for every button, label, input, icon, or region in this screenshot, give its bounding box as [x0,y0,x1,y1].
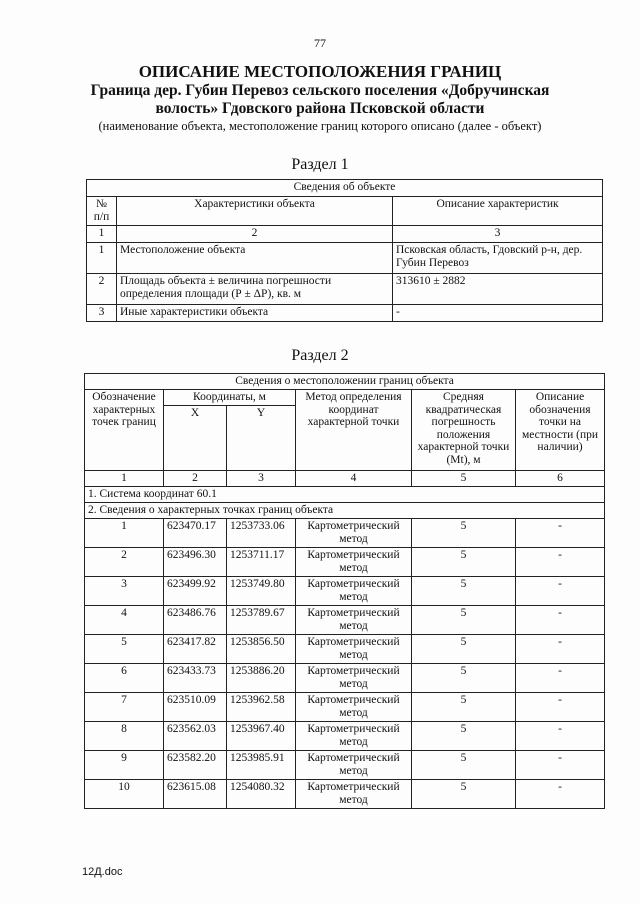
point-method: Картометрический метод [296,664,412,693]
point-number: 10 [85,780,164,809]
header-description: Описание характеристик [393,197,603,226]
point-method: Картометрический метод [296,548,412,577]
point-description: - [516,577,605,606]
header-coordinates: Координаты, м [164,390,296,406]
col-number: 1 [87,226,117,243]
table-row [85,548,605,577]
row-characteristic: Местоположение объекта [117,243,393,274]
table-row [87,305,603,322]
col-number: 4 [296,471,412,487]
coordinate-x: 623486.76 [164,606,227,635]
coordinate-y: 1253789.67 [227,606,296,635]
point-error: 5 [412,751,516,780]
row-characteristic: Иные характеристики объекта [117,305,393,322]
table-row [85,577,605,606]
point-error: 5 [412,606,516,635]
point-method: Картометрический метод [296,722,412,751]
document-subtitle-line2: волость» Гдовского района Псковской области [155,100,485,117]
section1-title: Раздел 1 [291,156,349,173]
point-method: Картометрический метод [296,606,412,635]
document-title: ОПИСАНИЕ МЕСТОПОЛОЖЕНИЯ ГРАНИЦ [138,62,502,81]
row-number: 2 [87,274,117,305]
header-points: Обозначение характерных точек границ [85,390,164,471]
row-description: - [393,305,603,322]
header-x: X [164,406,227,471]
point-number: 4 [85,606,164,635]
point-error: 5 [412,693,516,722]
point-description: - [516,693,605,722]
table-row [87,274,603,305]
col-number: 5 [412,471,516,487]
row-description: 313610 ± 2882 [393,274,603,305]
point-method: Картометрический метод [296,693,412,722]
header-error: Средняя квадратическая погрешность положения характерной точки (Мt), м [412,390,516,471]
points-section-row: 2. Сведения о характерных точках границ объекта [85,503,605,519]
table-row [85,519,605,548]
point-description: - [516,722,605,751]
point-number: 5 [85,635,164,664]
document-heading [40,62,600,134]
coordinate-x: 623562.03 [164,722,227,751]
coordinate-x: 623496.30 [164,548,227,577]
col-number: 1 [85,471,164,487]
coordinate-y: 1253985.91 [227,751,296,780]
point-number: 6 [85,664,164,693]
table-row [87,243,603,274]
point-description: - [516,519,605,548]
point-number: 1 [85,519,164,548]
coordinate-y: 1253749.80 [227,577,296,606]
point-method: Картометрический метод [296,577,412,606]
point-description: - [516,606,605,635]
section2-title: Раздел 2 [291,347,349,364]
table-row [85,780,605,809]
coordinate-y: 1253886.20 [227,664,296,693]
coordinate-x: 623510.09 [164,693,227,722]
point-method: Картометрический метод [296,751,412,780]
header-y: Y [227,406,296,471]
boundary-caption: Сведения о местоположении границ объекта [85,374,605,390]
page-number: 77 [314,36,326,50]
coordinate-y: 1253967.40 [227,722,296,751]
point-description: - [516,548,605,577]
col-number: 3 [227,471,296,487]
coordinate-y: 1253711.17 [227,548,296,577]
object-info-caption: Сведения об объекте [87,180,603,197]
coordinate-x: 623615.08 [164,780,227,809]
header-method: Метод определения координат характерной точки [296,390,412,471]
table-row [85,664,605,693]
boundary-points-table [84,373,605,809]
document-note: (наименование объекта, местоположение границ которого описано (далее - объект) [98,119,542,133]
coordinate-y: 1253856.50 [227,635,296,664]
table-row [85,722,605,751]
point-number: 7 [85,693,164,722]
object-info-table [86,179,603,322]
coordinate-y: 1254080.32 [227,780,296,809]
table-row [85,751,605,780]
point-number: 3 [85,577,164,606]
point-description: - [516,635,605,664]
table-row [85,693,605,722]
point-number: 9 [85,751,164,780]
header-number: № п/п [87,197,117,226]
point-method: Картометрический метод [296,635,412,664]
file-name: 12Д.doc [82,866,123,878]
point-number: 2 [85,548,164,577]
row-characteristic: Площадь объекта ± величина погрешности определения площади (Р ± ΔР), кв. м [117,274,393,305]
point-error: 5 [412,577,516,606]
point-error: 5 [412,519,516,548]
point-method: Картометрический метод [296,780,412,809]
coordinate-x: 623417.82 [164,635,227,664]
point-number: 8 [85,722,164,751]
point-description: - [516,780,605,809]
point-error: 5 [412,548,516,577]
point-method: Картометрический метод [296,519,412,548]
document-subtitle-line1: Граница дер. Губин Перевоз сельского поселения «Добручинская [90,82,550,99]
coordinate-x: 623499.92 [164,577,227,606]
point-error: 5 [412,722,516,751]
coordinate-y: 1253962.58 [227,693,296,722]
table-row [85,606,605,635]
header-point-description: Описание обозначения точки на местности (при наличии) [516,390,605,471]
table-row [85,635,605,664]
row-description: Псковская область, Гдовский р-н, дер. Губин Перевоз [393,243,603,274]
coordinate-y: 1253733.06 [227,519,296,548]
col-number: 3 [393,226,603,243]
row-number: 1 [87,243,117,274]
coordinate-x: 623470.17 [164,519,227,548]
coordinate-x: 623582.20 [164,751,227,780]
col-number: 2 [164,471,227,487]
point-error: 5 [412,780,516,809]
header-characteristic: Характеристики объекта [117,197,393,226]
col-number: 6 [516,471,605,487]
point-description: - [516,664,605,693]
row-number: 3 [87,305,117,322]
point-description: - [516,751,605,780]
coordinate-x: 623433.73 [164,664,227,693]
coordinate-system-row: 1. Система координат 60.1 [85,487,605,503]
point-error: 5 [412,635,516,664]
col-number: 2 [117,226,393,243]
point-error: 5 [412,664,516,693]
